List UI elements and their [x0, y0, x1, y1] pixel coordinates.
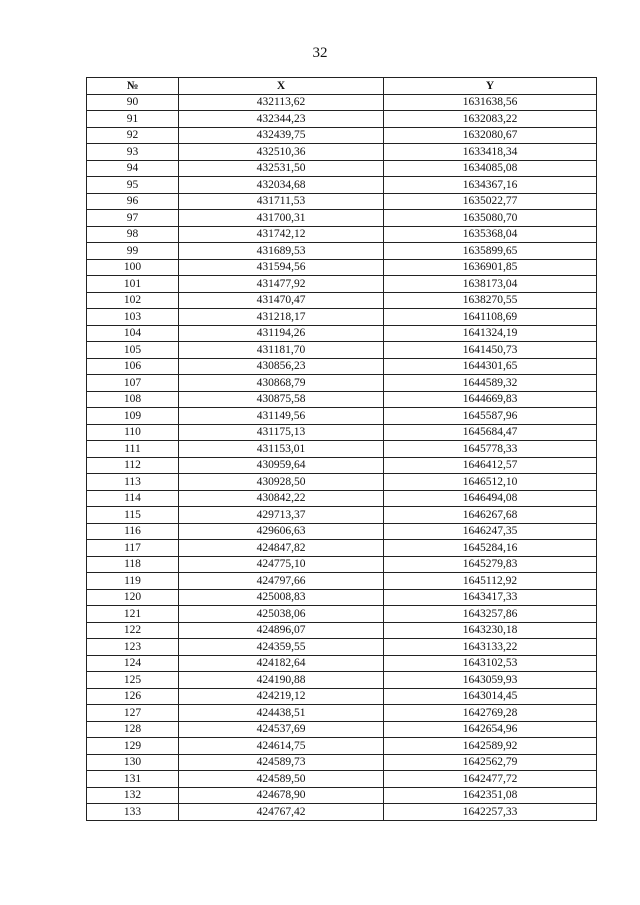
cell-y: 1645684,47: [384, 424, 597, 441]
cell-y: 1635022,77: [384, 193, 597, 210]
page-number: 32: [312, 45, 328, 61]
cell-y: 1632080,67: [384, 127, 597, 144]
table-row: [87, 243, 597, 260]
cell-y: 1641324,19: [384, 325, 597, 342]
cell-x: 424896,07: [179, 622, 384, 639]
table-row: [87, 193, 597, 210]
cell-number: 108: [87, 391, 179, 408]
cell-number: 103: [87, 309, 179, 326]
table-row: [87, 754, 597, 771]
cell-number: 101: [87, 276, 179, 293]
cell-y: 1643059,93: [384, 672, 597, 689]
table-row: [87, 738, 597, 755]
table-row: [87, 655, 597, 672]
table-row: [87, 127, 597, 144]
table-row: [87, 94, 597, 111]
cell-y: 1642351,08: [384, 787, 597, 804]
cell-x: 430928,50: [179, 474, 384, 491]
cell-number: 99: [87, 243, 179, 260]
table-row: [87, 688, 597, 705]
cell-x: 431700,31: [179, 210, 384, 227]
cell-number: 132: [87, 787, 179, 804]
cell-x: 424359,55: [179, 639, 384, 656]
table-row: [87, 358, 597, 375]
cell-x: 431470,47: [179, 292, 384, 309]
cell-x: 432034,68: [179, 177, 384, 194]
table-row: [87, 721, 597, 738]
cell-number: 133: [87, 804, 179, 821]
cell-number: 117: [87, 540, 179, 557]
cell-number: 119: [87, 573, 179, 590]
cell-number: 127: [87, 705, 179, 722]
cell-x: 424767,42: [179, 804, 384, 821]
cell-y: 1645587,96: [384, 408, 597, 425]
cell-number: 115: [87, 507, 179, 524]
cell-number: 112: [87, 457, 179, 474]
cell-y: 1638270,55: [384, 292, 597, 309]
cell-x: 431149,56: [179, 408, 384, 425]
cell-x: 431594,56: [179, 259, 384, 276]
cell-number: 91: [87, 111, 179, 128]
table-row: [87, 556, 597, 573]
cell-y: 1638173,04: [384, 276, 597, 293]
table-row: [87, 639, 597, 656]
cell-x: 431689,53: [179, 243, 384, 260]
cell-y: 1632083,22: [384, 111, 597, 128]
table-row: [87, 111, 597, 128]
table-row: [87, 276, 597, 293]
cell-y: 1634367,16: [384, 177, 597, 194]
cell-y: 1636901,85: [384, 259, 597, 276]
table-row: [87, 606, 597, 623]
cell-x: 430875,58: [179, 391, 384, 408]
cell-y: 1644589,32: [384, 375, 597, 392]
cell-number: 105: [87, 342, 179, 359]
cell-y: 1635368,04: [384, 226, 597, 243]
cell-y: 1642257,33: [384, 804, 597, 821]
cell-number: 90: [87, 94, 179, 111]
table-body: [87, 94, 597, 820]
table-row: [87, 540, 597, 557]
cell-x: 432113,62: [179, 94, 384, 111]
cell-number: 100: [87, 259, 179, 276]
cell-number: 107: [87, 375, 179, 392]
table-row: [87, 523, 597, 540]
cell-number: 109: [87, 408, 179, 425]
cell-y: 1645112,92: [384, 573, 597, 590]
cell-x: 424614,75: [179, 738, 384, 755]
cell-y: 1643133,22: [384, 639, 597, 656]
table-row: [87, 804, 597, 821]
table-row: [87, 160, 597, 177]
cell-x: 424190,88: [179, 672, 384, 689]
cell-y: 1646512,10: [384, 474, 597, 491]
cell-number: 93: [87, 144, 179, 161]
cell-number: 125: [87, 672, 179, 689]
cell-number: 126: [87, 688, 179, 705]
cell-y: 1645284,16: [384, 540, 597, 557]
cell-y: 1642477,72: [384, 771, 597, 788]
cell-y: 1644669,83: [384, 391, 597, 408]
table-row: [87, 490, 597, 507]
cell-x: 424847,82: [179, 540, 384, 557]
cell-y: 1633418,34: [384, 144, 597, 161]
cell-y: 1635899,65: [384, 243, 597, 260]
cell-x: 424438,51: [179, 705, 384, 722]
header-x: X: [179, 78, 384, 95]
cell-x: 424537,69: [179, 721, 384, 738]
cell-x: 430959,64: [179, 457, 384, 474]
cell-y: 1643102,53: [384, 655, 597, 672]
header-number: №: [87, 78, 179, 95]
cell-x: 431711,53: [179, 193, 384, 210]
table-row: [87, 391, 597, 408]
table-row: [87, 210, 597, 227]
cell-number: 104: [87, 325, 179, 342]
table-row: [87, 507, 597, 524]
cell-y: 1641108,69: [384, 309, 597, 326]
cell-number: 95: [87, 177, 179, 194]
cell-number: 116: [87, 523, 179, 540]
cell-y: 1646412,57: [384, 457, 597, 474]
cell-x: 429606,63: [179, 523, 384, 540]
cell-x: 432344,23: [179, 111, 384, 128]
table-row: [87, 144, 597, 161]
table-row: [87, 622, 597, 639]
cell-number: 131: [87, 771, 179, 788]
table-row: [87, 573, 597, 590]
table-row: [87, 292, 597, 309]
table-row: [87, 672, 597, 689]
cell-y: 1645279,83: [384, 556, 597, 573]
table-row: [87, 771, 597, 788]
cell-number: 106: [87, 358, 179, 375]
cell-x: 430842,22: [179, 490, 384, 507]
cell-number: 123: [87, 639, 179, 656]
table-row: [87, 309, 597, 326]
header-row: [87, 78, 597, 95]
cell-x: 424219,12: [179, 688, 384, 705]
cell-x: 429713,37: [179, 507, 384, 524]
cell-number: 97: [87, 210, 179, 227]
table-row: [87, 474, 597, 491]
cell-x: 424797,66: [179, 573, 384, 590]
cell-y: 1634085,08: [384, 160, 597, 177]
cell-y: 1642562,79: [384, 754, 597, 771]
table-row: [87, 589, 597, 606]
cell-y: 1646494,08: [384, 490, 597, 507]
table-row: [87, 325, 597, 342]
cell-number: 110: [87, 424, 179, 441]
cell-x: 424678,90: [179, 787, 384, 804]
cell-y: 1642589,92: [384, 738, 597, 755]
cell-number: 98: [87, 226, 179, 243]
cell-number: 121: [87, 606, 179, 623]
cell-y: 1631638,56: [384, 94, 597, 111]
table-row: [87, 705, 597, 722]
table-row: [87, 424, 597, 441]
coordinates-table: [86, 77, 597, 821]
table-row: [87, 441, 597, 458]
cell-y: 1646247,35: [384, 523, 597, 540]
cell-x: 425038,06: [179, 606, 384, 623]
cell-x: 431477,92: [179, 276, 384, 293]
cell-y: 1642769,28: [384, 705, 597, 722]
cell-y: 1643417,33: [384, 589, 597, 606]
cell-number: 124: [87, 655, 179, 672]
cell-x: 430856,23: [179, 358, 384, 375]
cell-x: 432510,36: [179, 144, 384, 161]
table-row: [87, 259, 597, 276]
cell-x: 431218,17: [179, 309, 384, 326]
cell-number: 94: [87, 160, 179, 177]
cell-y: 1645778,33: [384, 441, 597, 458]
table-row: [87, 408, 597, 425]
cell-x: 431194,26: [179, 325, 384, 342]
cell-y: 1643257,86: [384, 606, 597, 623]
cell-x: 431175,13: [179, 424, 384, 441]
header-y: Y: [384, 78, 597, 95]
cell-number: 111: [87, 441, 179, 458]
cell-x: 424589,73: [179, 754, 384, 771]
cell-number: 102: [87, 292, 179, 309]
cell-y: 1646267,68: [384, 507, 597, 524]
cell-x: 424589,50: [179, 771, 384, 788]
cell-y: 1641450,73: [384, 342, 597, 359]
cell-x: 431153,01: [179, 441, 384, 458]
cell-number: 130: [87, 754, 179, 771]
cell-number: 92: [87, 127, 179, 144]
cell-x: 431181,70: [179, 342, 384, 359]
table-row: [87, 457, 597, 474]
cell-number: 118: [87, 556, 179, 573]
cell-y: 1644301,65: [384, 358, 597, 375]
cell-number: 120: [87, 589, 179, 606]
cell-y: 1643230,18: [384, 622, 597, 639]
table-header: [87, 78, 597, 95]
table-row: [87, 787, 597, 804]
cell-number: 122: [87, 622, 179, 639]
cell-number: 114: [87, 490, 179, 507]
table-row: [87, 226, 597, 243]
cell-x: 432531,50: [179, 160, 384, 177]
cell-number: 128: [87, 721, 179, 738]
cell-y: 1635080,70: [384, 210, 597, 227]
table-row: [87, 342, 597, 359]
cell-number: 129: [87, 738, 179, 755]
table-row: [87, 375, 597, 392]
cell-x: 430868,79: [179, 375, 384, 392]
cell-x: 425008,83: [179, 589, 384, 606]
cell-x: 424775,10: [179, 556, 384, 573]
cell-x: 431742,12: [179, 226, 384, 243]
cell-number: 113: [87, 474, 179, 491]
table-row: [87, 177, 597, 194]
cell-number: 96: [87, 193, 179, 210]
cell-y: 1643014,45: [384, 688, 597, 705]
cell-y: 1642654,96: [384, 721, 597, 738]
cell-x: 424182,64: [179, 655, 384, 672]
cell-x: 432439,75: [179, 127, 384, 144]
